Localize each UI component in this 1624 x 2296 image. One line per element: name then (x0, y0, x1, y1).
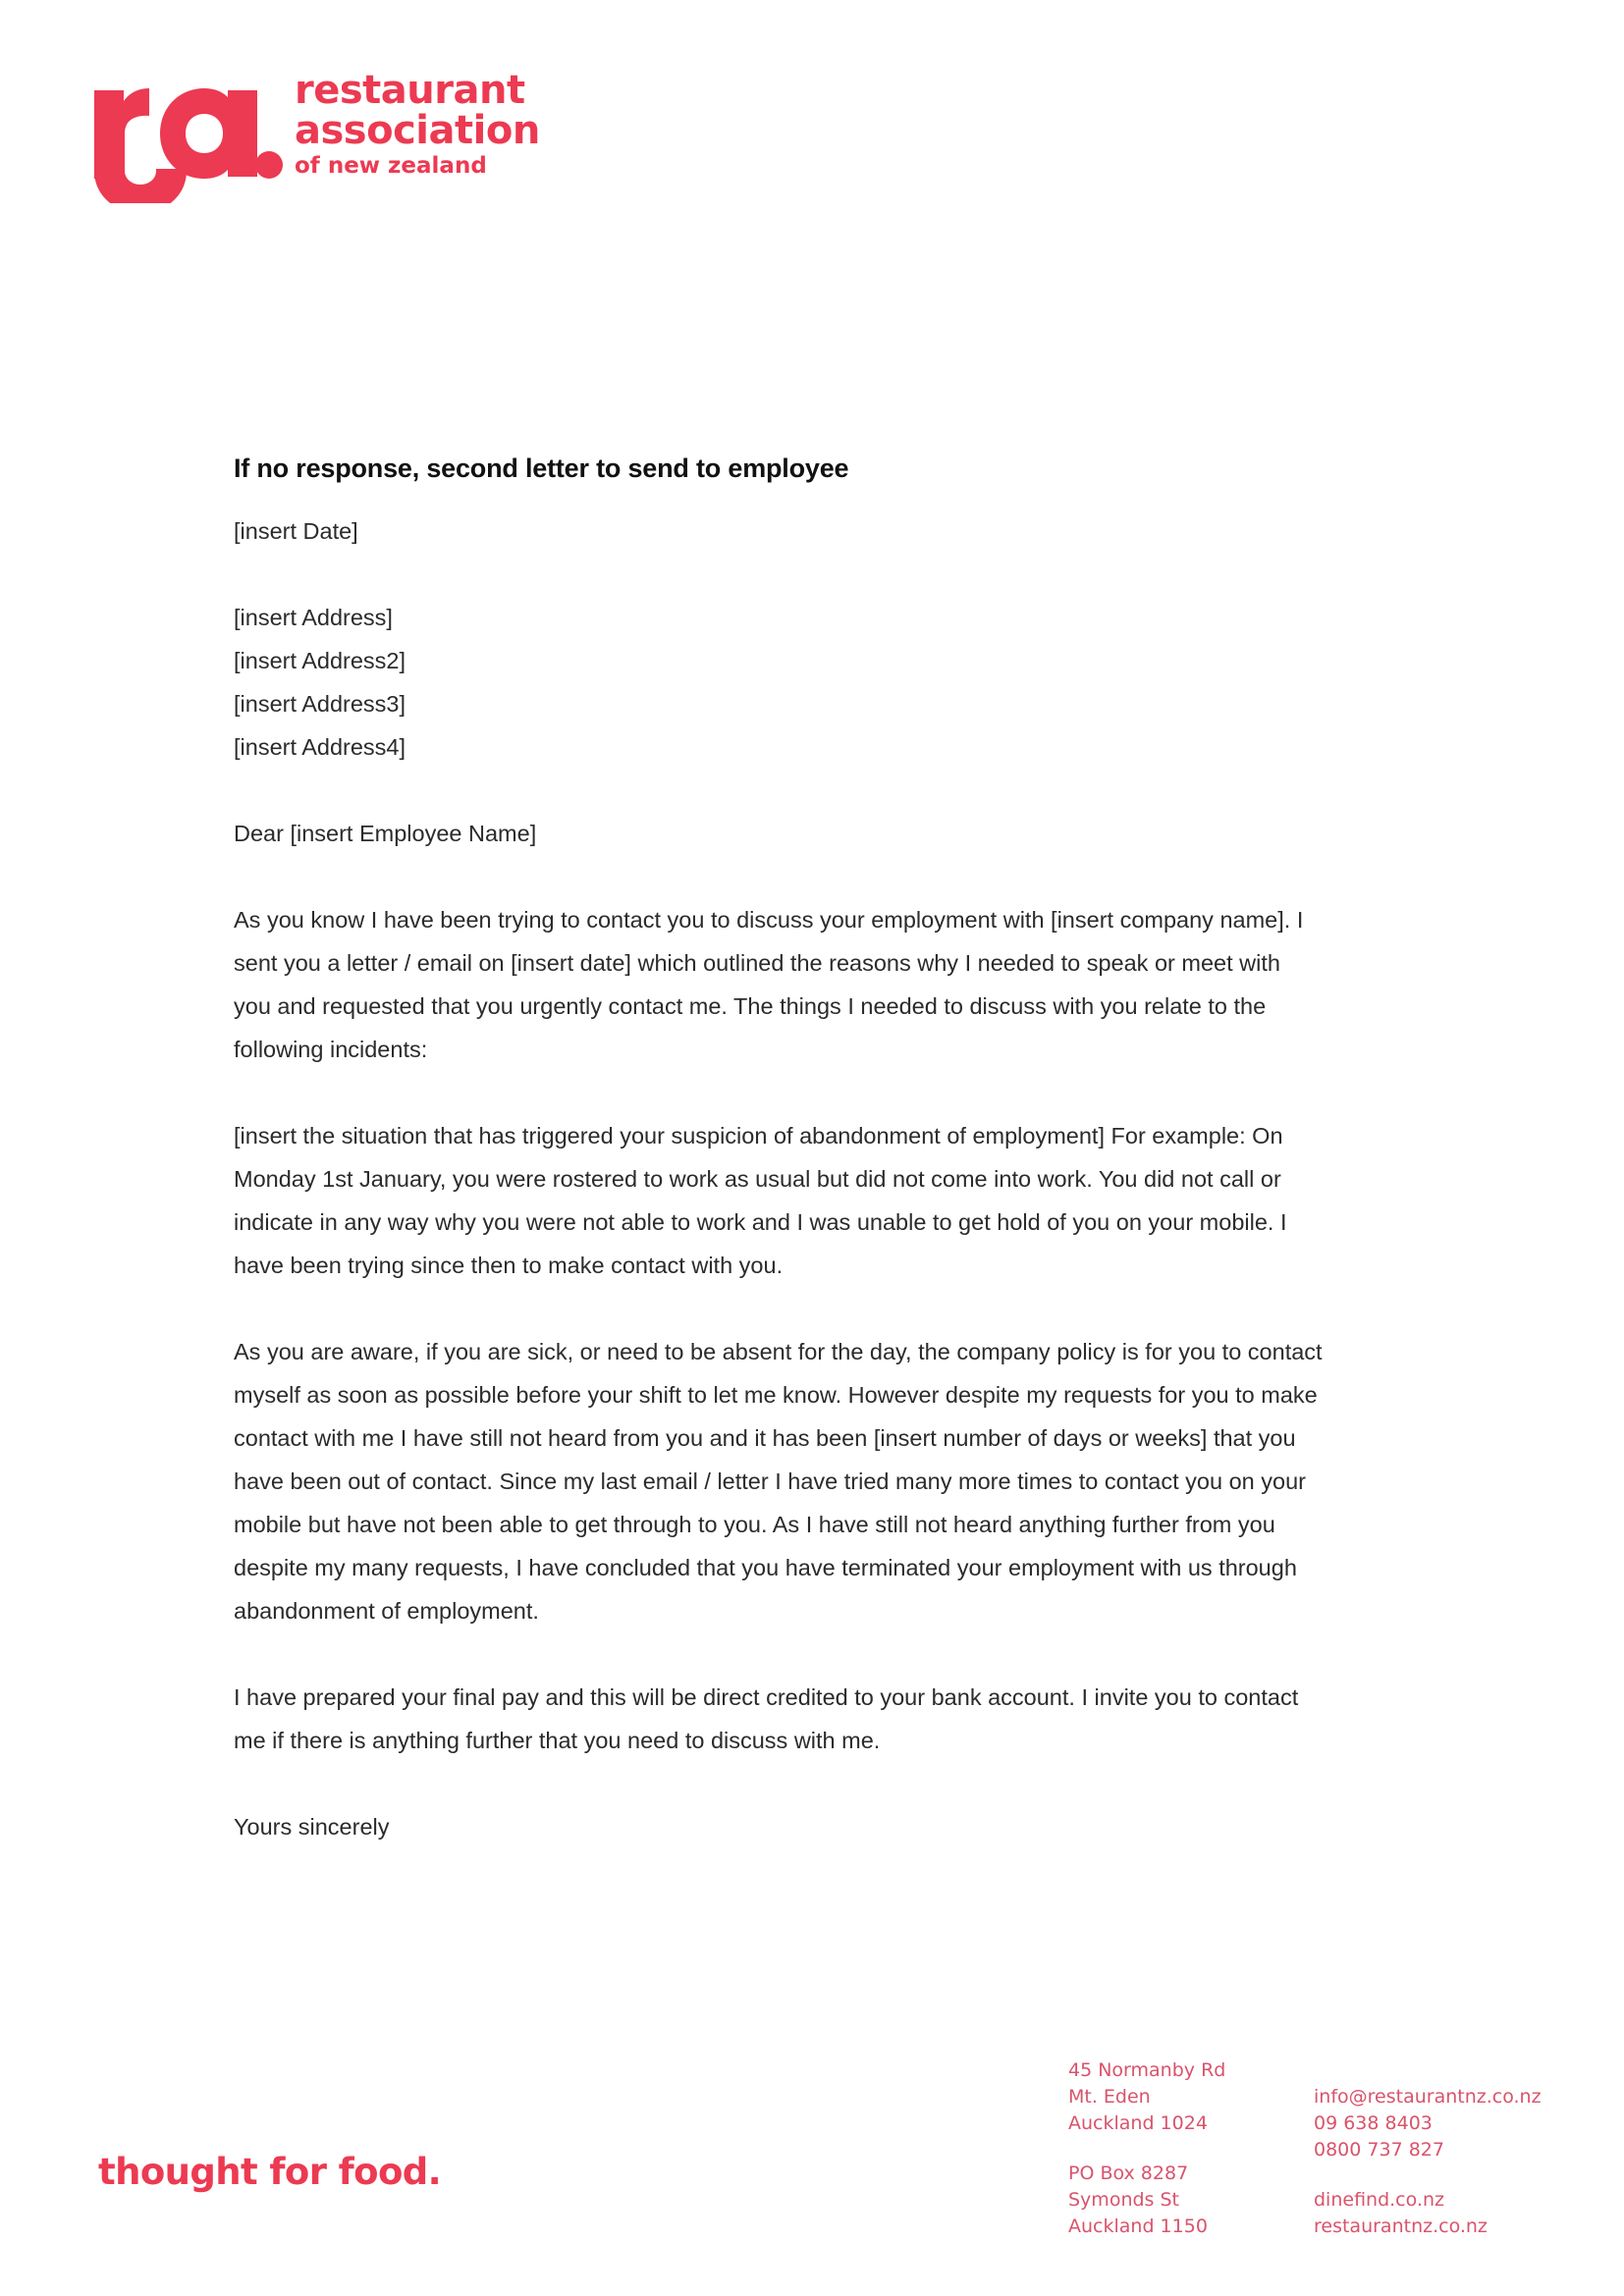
brand-wordmark (295, 68, 687, 179)
website-restaurantnz[interactable]: restaurantnz.co.nz (1314, 2216, 1488, 2237)
street-address-line-2: Mt. Eden (1068, 2086, 1151, 2108)
brand-tagline: thought for food. (98, 2151, 442, 2193)
body-paragraph-3: As you are aware, if you are sick, or need to be absent for the day, the company policy is for you to contact myself as soon as possible before your shift to let me know. However despite my requests for you to make contact with me I have still not heard from you and it has been [insert number of days or weeks] that you have been out of contact. Since my last email / letter I have tried many more times to contact you on your mobile but have not been able to get through to you. As I have still not heard anything further from you despite my many requests, I have concluded that you have terminated your employment with us through abandonment of employment. (234, 1339, 1323, 1624)
body-paragraph-1: As you know I have been trying to contact you to discuss your employment with [insert company name]. I sent you a letter / email on [insert date] which outlined the reasons why I needed to speak or meet with you and requested that you urgently contact me. The things I needed to discuss with you relate to the following incidents: (234, 907, 1304, 1062)
address-line-1: [insert Address] (234, 605, 393, 630)
contact-email[interactable]: info@restaurantnz.co.nz (1314, 2086, 1542, 2108)
postal-address-line-1: PO Box 8287 (1068, 2163, 1189, 2184)
spacer (234, 1071, 1324, 1114)
spacer (234, 1762, 1324, 1805)
footer-contact-column (1314, 2057, 1559, 2240)
address-line-3: [insert Address3] (234, 691, 406, 717)
letter-title: If no response, second letter to send to employee (234, 454, 849, 483)
website-dinefind[interactable]: dinefind.co.nz (1314, 2189, 1444, 2211)
recipient-address-block (234, 596, 1324, 769)
postal-address-line-2: Symonds St (1068, 2189, 1179, 2211)
footer-contact-block (1068, 2057, 1559, 2240)
contact-phone[interactable]: 09 638 8403 (1314, 2112, 1433, 2134)
footer-addresses-column (1068, 2057, 1314, 2240)
sign-off: Yours sincerely (234, 1814, 390, 1840)
letter-body (234, 454, 1324, 1848)
spacer (234, 553, 1324, 596)
date-line: [insert Date] (234, 518, 358, 544)
spacer (234, 855, 1324, 898)
body-paragraph-2: [insert the situation that has triggered your suspicion of abandonment of employment] For example: On Monday 1st January, you were rostered to work as usual but did not come into work. You did not call or indicate in any way why you were not able to work and I was unable to get hold of you on your mobile. I have been trying since then to make contact with you. (234, 1123, 1287, 1278)
street-address-line-1: 45 Normanby Rd (1068, 2059, 1226, 2081)
postal-address (1068, 2161, 1314, 2240)
wordmark-line-3: of new zealand (295, 152, 487, 179)
body-paragraph-4: I have prepared your final pay and this will be direct credited to your bank account. I invite you to contact me if there is anything further that you need to discuss with me. (234, 1684, 1299, 1753)
contact-freephone[interactable]: 0800 737 827 (1314, 2139, 1444, 2161)
address-line-4: [insert Address4] (234, 734, 406, 760)
street-address (1068, 2057, 1314, 2137)
postal-address-line-3: Auckland 1150 (1068, 2216, 1208, 2237)
spacer (234, 769, 1324, 812)
websites (1314, 2187, 1559, 2240)
address-line-2: [insert Address2] (234, 648, 406, 673)
wordmark-line-1: restaurant (295, 68, 525, 113)
spacer (234, 1287, 1324, 1330)
salutation: Dear [insert Employee Name] (234, 821, 537, 846)
spacer (234, 1632, 1324, 1676)
brand-logo (86, 61, 695, 203)
street-address-line-3: Auckland 1024 (1068, 2112, 1208, 2134)
ra-logo-mark-icon (86, 61, 283, 203)
contact-details (1314, 2084, 1559, 2163)
wordmark-line-2: association (295, 107, 540, 153)
